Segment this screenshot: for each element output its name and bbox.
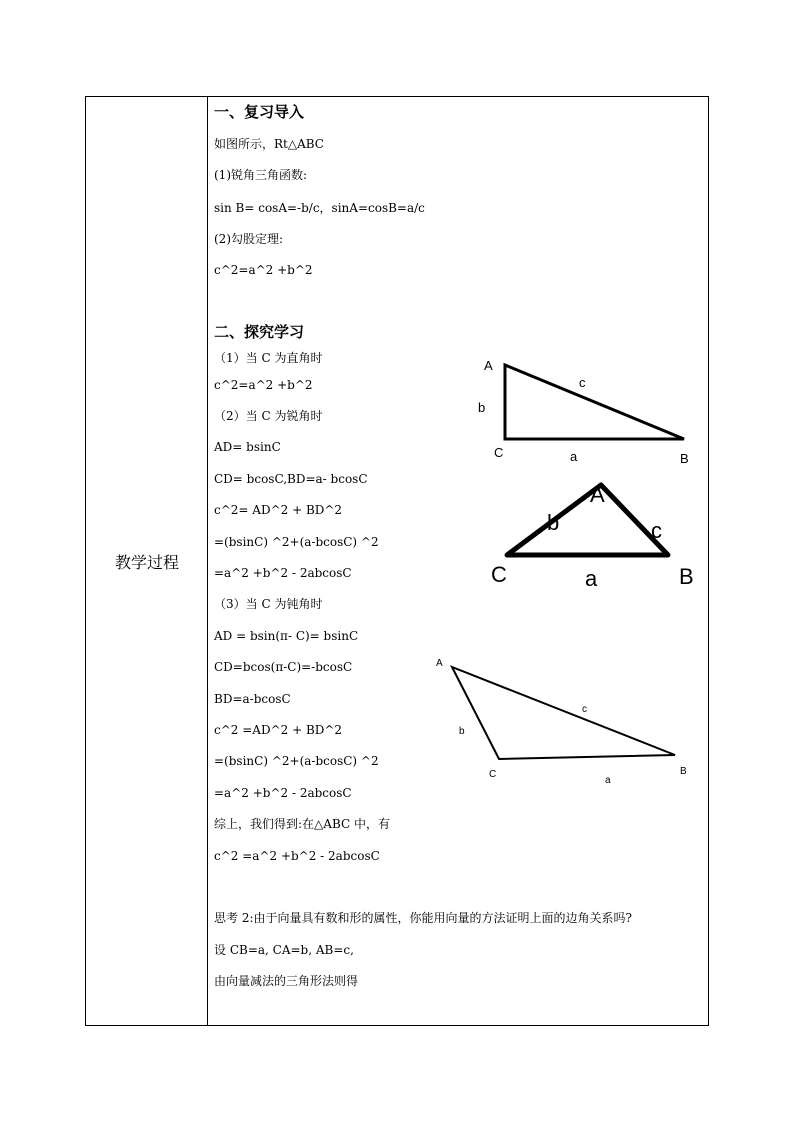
content-line: =(bsinC) ^2+(a-bcosC) ^2	[214, 535, 379, 549]
obtuse-tri-label-A: A	[436, 658, 443, 669]
right-tri-label-A: A	[484, 358, 493, 373]
content-line: 由向量减法的三角形法则得	[214, 974, 359, 988]
obtuse-tri-label-c: c	[582, 704, 587, 715]
right-tri-label-c: c	[579, 375, 586, 390]
section-label: 教学过程	[114, 553, 179, 572]
acute-tri-label-b: b	[547, 510, 560, 535]
right-triangle-shape	[505, 365, 684, 439]
acute-tri-label-A: A	[590, 482, 605, 507]
content-line: （2）当 C 为锐角时	[214, 409, 323, 423]
content-line: （3）当 C 为钝角时	[214, 597, 323, 611]
content-line: c^2=a^2 +b^2	[214, 378, 313, 392]
content-line: BD=a-bcosC	[214, 692, 291, 706]
content-line: =a^2 +b^2 - 2abcosC	[214, 786, 352, 800]
content-line: c^2= AD^2 + BD^2	[214, 503, 343, 517]
content-line: c^2 =AD^2 + BD^2	[214, 723, 343, 737]
content-line: c^2=a^2 +b^2	[214, 263, 313, 277]
acute-tri-label-C: C	[491, 562, 507, 587]
acute-triangle-figure	[491, 482, 694, 591]
content-line: =a^2 +b^2 - 2abcosC	[214, 566, 352, 580]
obtuse-triangle-shape	[452, 667, 675, 759]
content-line: CD= bcosC,BD=a- bcosC	[214, 472, 368, 486]
section-heading: 二、探究学习	[214, 323, 305, 341]
obtuse-tri-label-a: a	[605, 775, 611, 786]
obtuse-triangle-figure	[436, 658, 687, 786]
content-line: 如图所示，Rt△ABC	[214, 137, 324, 151]
content-line: sin B= cosA=-b/c，sinA=cosB=a/c	[214, 201, 425, 215]
content-line: AD = bsin(π- C)= bsinC	[214, 629, 359, 643]
right-triangle-figure	[478, 358, 689, 466]
obtuse-tri-label-b: b	[459, 726, 465, 737]
content-line: (1)锐角三角函数:	[214, 168, 308, 182]
right-tri-label-b: b	[478, 400, 486, 415]
content-line: 综上，我们得到:在△ABC 中，有	[214, 817, 390, 831]
right-tri-label-C: C	[494, 445, 504, 460]
obtuse-tri-label-C: C	[489, 769, 497, 780]
obtuse-tri-label-B: B	[680, 766, 687, 777]
content-line: （1）当 C 为直角时	[214, 351, 323, 365]
acute-triangle-shape	[507, 485, 668, 555]
acute-tri-label-a: a	[585, 566, 598, 591]
content-line: (2)勾股定理:	[214, 232, 284, 246]
content-line: AD= bsinC	[214, 440, 281, 454]
right-tri-label-a: a	[570, 449, 578, 464]
right-tri-label-B: B	[680, 451, 689, 466]
section-heading: 一、复习导入	[214, 103, 305, 121]
acute-tri-label-B: B	[679, 564, 694, 589]
content-line: =(bsinC) ^2+(a-bcosC) ^2	[214, 754, 379, 768]
acute-tri-label-c: c	[651, 518, 662, 543]
content-line: CD=bcos(π-C)=-bcosC	[214, 660, 353, 674]
content-line: 思考 2:由于向量具有数和形的属性，你能用向量的方法证明上面的边角关系吗?	[214, 911, 632, 925]
content-line: c^2 =a^2 +b^2 - 2abcosC	[214, 849, 380, 863]
content-line: 设 CB=a, CA=b, AB=c,	[214, 943, 354, 957]
